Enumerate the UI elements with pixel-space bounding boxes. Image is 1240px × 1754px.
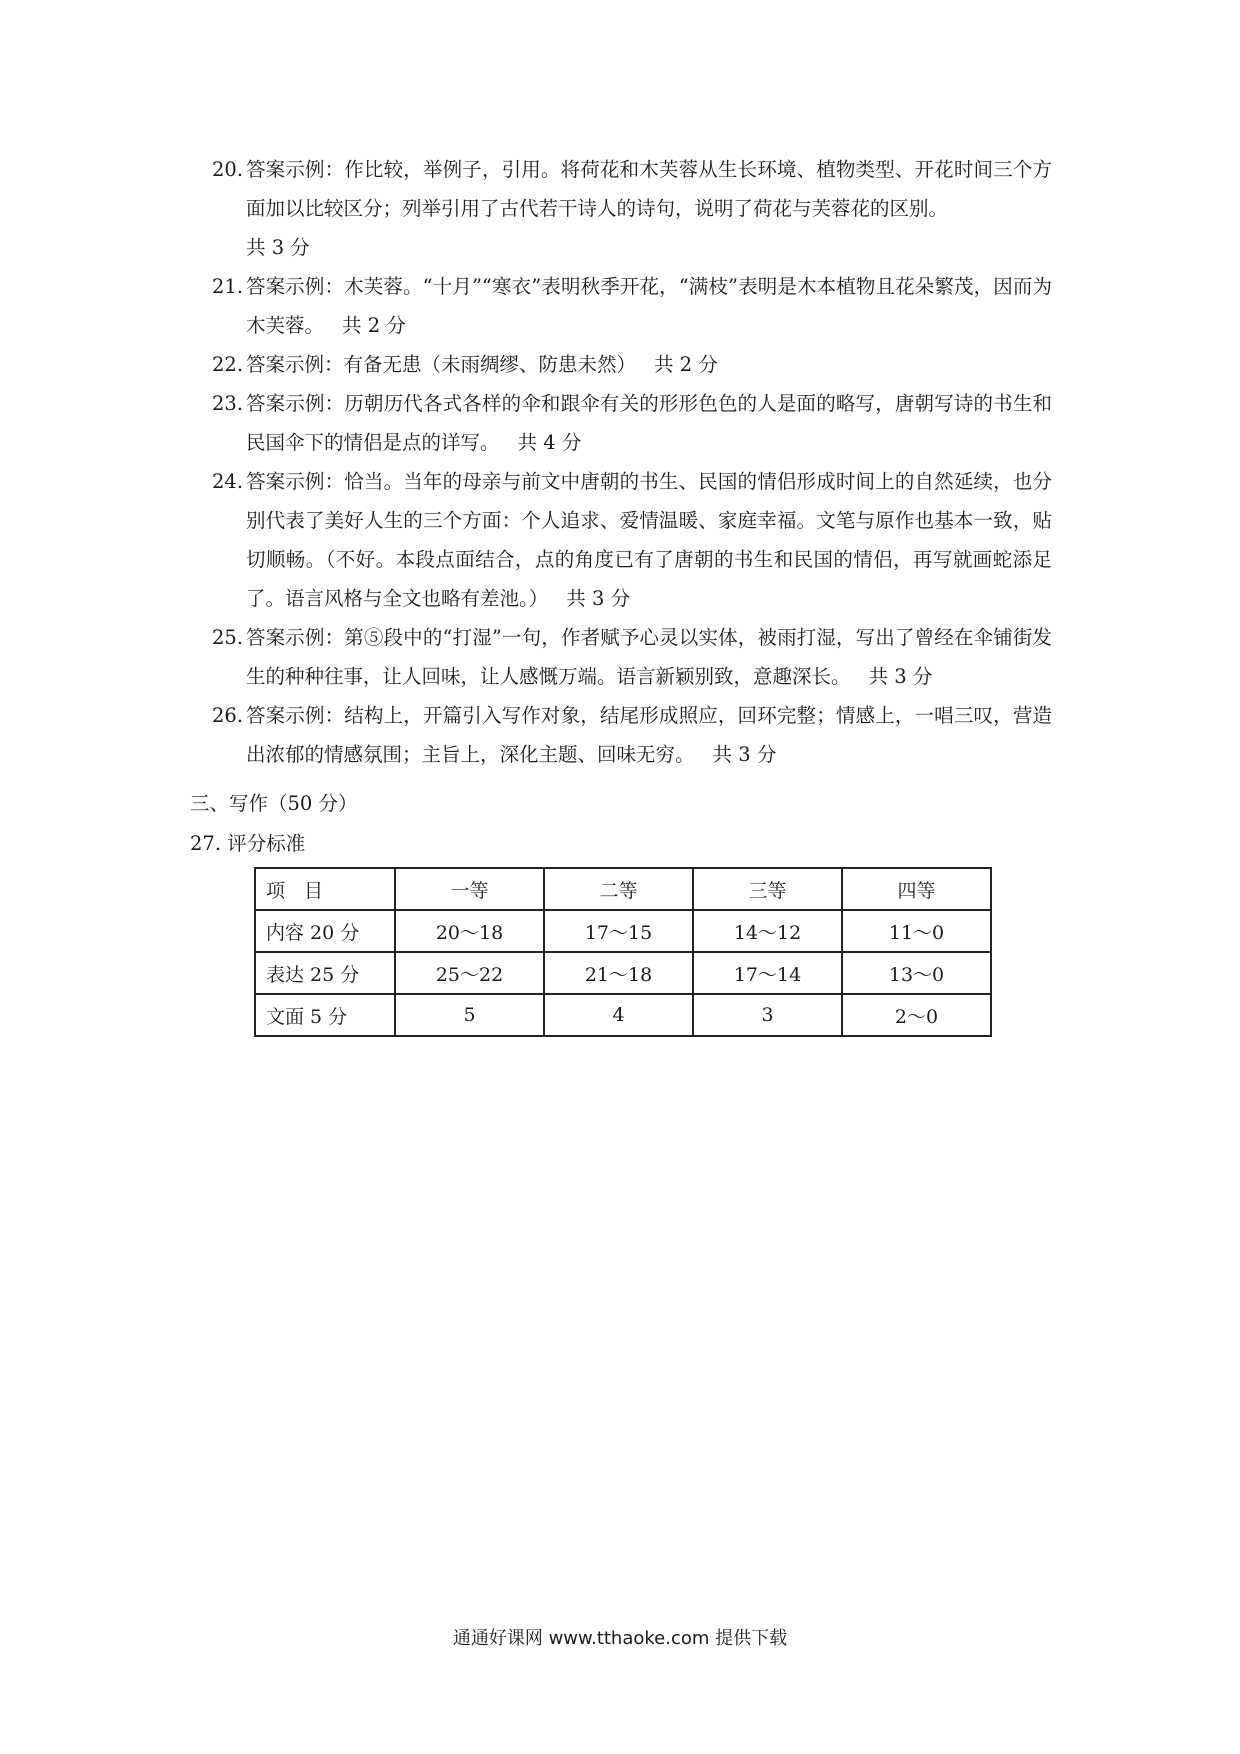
table-row [255, 952, 991, 994]
answer-list [212, 150, 1052, 774]
table-cell: 2～0 [842, 994, 991, 1036]
answer-score: 共 3 分 [868, 665, 933, 688]
table-cell: 13～0 [842, 952, 991, 994]
table-header-row [255, 868, 991, 910]
table-cell: 4 [544, 994, 693, 1036]
table-row [255, 994, 991, 1036]
answer-text: 答案示例：第⑤段中的“打湿”一句，作者赋予心灵以实体，被雨打湿，写出了曾经在伞铺街发生的种种往事，让人回味，让人感慨万端。语言新颖别致，意趣深长。 [246, 626, 1052, 688]
section-title-writing: 三、写作（50 分） [190, 792, 358, 815]
table-cell: 21～18 [544, 952, 693, 994]
answer-score: 共 2 分 [342, 314, 406, 337]
rubric-title: 27. 评分标准 [190, 832, 306, 855]
table-cell: 5 [395, 994, 544, 1036]
answer-number: 24. [212, 470, 244, 493]
answer-text: 答案示例：恰当。当年的母亲与前文中唐朝的书生、民国的情侣形成时间上的自然延续，也分别代表了美好人生的三个方面：个人追求、爱情温暖、家庭幸福。文笔与原作也基本一致，贴切顺畅。（不好。本段点面结合，点的角度已有了唐朝的书生和民国的情侣，再写就画蛇添足了。语言风格与全文也略有差池。） [246, 470, 1052, 610]
answer-number: 21. [212, 275, 244, 298]
table-cell: 25～22 [395, 952, 544, 994]
answer-number: 20. [212, 158, 244, 181]
answer-item-23 [212, 384, 1052, 462]
row-label-cell: 文面 5 分 [255, 994, 395, 1036]
answer-item-25 [212, 618, 1052, 696]
table-cell: 14～12 [693, 910, 842, 952]
row-label-cell: 表达 25 分 [255, 952, 395, 994]
answer-text: 答案示例：结构上，开篇引入写作对象，结尾形成照应，回环完整；情感上，一唱三叹，营造出浓郁的情感氛围；主旨上，深化主题、回味无穷。 [246, 704, 1052, 766]
answer-text: 答案示例：木芙蓉。“十月”“寒衣”表明秋季开花，“满枝”表明是木本植物且花朵繁茂，因而为木芙蓉。 [246, 275, 1052, 337]
answer-score: 共 2 分 [654, 353, 718, 376]
answer-text: 答案示例：历朝历代各式各样的伞和跟伞有关的形形色色的人是面的略写，唐朝写诗的书生和民国伞下的情侣是点的详写。 [246, 392, 1052, 454]
table-cell: 17～15 [544, 910, 693, 952]
header-cell: 四等 [842, 868, 991, 910]
answer-number: 25. [212, 626, 244, 649]
answer-text: 答案示例：有备无患（未雨绸缪、防患未然） [246, 353, 637, 376]
answer-item-22 [212, 345, 1052, 384]
answer-number: 22. [212, 353, 244, 376]
table-cell: 17～14 [693, 952, 842, 994]
table-cell: 20～18 [395, 910, 544, 952]
answer-score: 共 3 分 [712, 743, 777, 766]
answer-text: 答案示例：作比较，举例子，引用。将荷花和木芙蓉从生长环境、植物类型、开花时间三个方面加以比较区分；列举引用了古代若干诗人的诗句，说明了荷花与芙蓉花的区别。 [246, 158, 1052, 220]
header-cell: 三等 [693, 868, 842, 910]
answer-item-24 [212, 462, 1052, 618]
answer-score: 共 3 分 [246, 236, 310, 259]
answer-number: 26. [212, 704, 244, 727]
header-cell: 一等 [395, 868, 544, 910]
download-footer: 通通好课网 www.tthaoke.com 提供下载 [452, 1628, 788, 1649]
row-label-cell: 内容 20 分 [255, 910, 395, 952]
answer-score: 共 4 分 [517, 431, 582, 454]
answer-item-20 [212, 150, 1052, 267]
table-cell: 11～0 [842, 910, 991, 952]
answer-number: 23. [212, 392, 244, 415]
header-cell: 二等 [544, 868, 693, 910]
table-row [255, 910, 991, 952]
table-cell: 3 [693, 994, 842, 1036]
answer-item-26 [212, 696, 1052, 774]
answer-item-21 [212, 267, 1052, 345]
answer-score: 共 3 分 [566, 587, 631, 610]
header-cell: 项 目 [255, 868, 395, 910]
scoring-rubric-table [254, 867, 992, 1037]
